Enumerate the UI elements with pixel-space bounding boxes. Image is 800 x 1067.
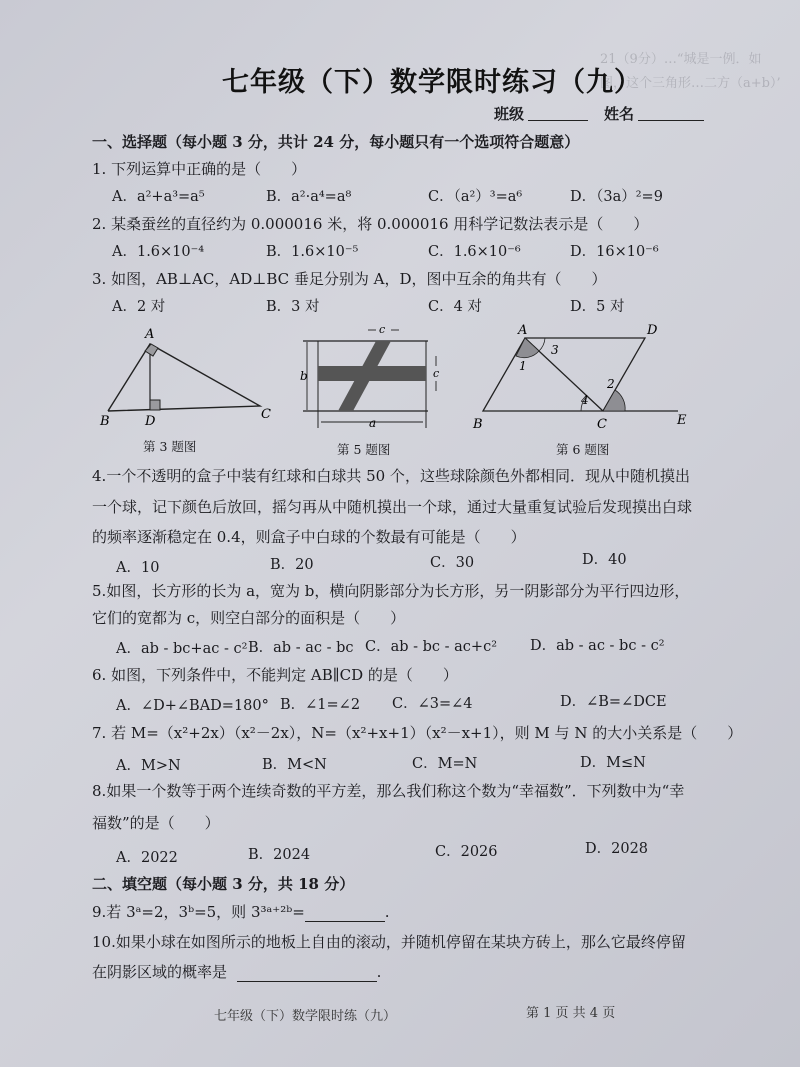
bleed-through-text: 21（9分）…“城是一例．如 [600, 52, 762, 67]
q2-option-c[interactable]: C．1.6×10⁻⁶ [428, 244, 521, 260]
svg-text:3: 3 [551, 343, 559, 357]
question-8-line-1: 8.如果一个数等于两个连续奇数的平方差，那么我们称这个数为“幸福数”．下列数中为“幸 [92, 782, 685, 800]
section-2-heading: 二、填空题（每小题 3 分，共 18 分） [92, 875, 355, 893]
name-label: 姓名 [604, 105, 635, 123]
question-7: 7. 若 M=（x²+2x）（x²－2x），N=（x²+x+1）（x²－x+1），则 M 与 N 的大小关系是（ ） [92, 724, 743, 742]
q8-option-d[interactable]: D．2028 [585, 841, 649, 857]
name-field[interactable] [638, 104, 704, 121]
q6-option-c[interactable]: C．∠3=∠4 [392, 696, 473, 712]
figure-5-caption: 第 5 题图 [337, 442, 391, 457]
q3-option-c[interactable]: C．4 对 [428, 299, 482, 315]
bleed-through-text: 图，这个三角形…二方（a+b）’ [600, 76, 781, 91]
q8-option-a[interactable]: A．2022 [116, 850, 178, 866]
question-8-line-2: 福数”的是（ ） [92, 814, 220, 832]
question-4-line-2: 一个球，记下颜色后放回，摇匀再从中随机摸出一个球，通过大量重复试验后发现摸出白球 [92, 498, 693, 516]
question-2: 2. 某桑蚕丝的直径约为 0.000016 米，将 0.000016 用科学记数法表示是（ ） [92, 215, 649, 233]
question-10-line-2: 在阴影区域的概率是 . [92, 963, 382, 981]
q8-option-b[interactable]: B．2024 [248, 847, 311, 863]
q6-option-b[interactable]: B．∠1=∠2 [280, 697, 361, 713]
q10-answer-blank[interactable] [237, 967, 377, 982]
figure-5-rectangle-shading [293, 318, 453, 433]
svg-text:B: B [100, 414, 110, 429]
question-5-line-2: 它们的宽都为 c，则空白部分的面积是（ ） [92, 609, 406, 627]
question-10-line-1: 10.如果小球在如图所示的地板上自由的滚动，并随机停留在某块方砖上，那么它最终停留 [92, 933, 686, 951]
q1-option-d[interactable]: D．（3a）²=9 [570, 189, 663, 205]
svg-text:b: b [300, 369, 308, 383]
question-1: 1. 下列运算中正确的是（ ） [92, 160, 307, 178]
class-field[interactable] [528, 104, 588, 121]
question-4-line-1: 4.一个不透明的盒子中装有红球和白球共 50 个，这些球除颜色外都相同．现从中随机摸出 [92, 467, 690, 485]
q6-option-a[interactable]: A．∠D+∠BAD=180° [116, 698, 269, 714]
svg-text:c: c [379, 323, 386, 336]
svg-text:D: D [145, 414, 156, 429]
q2-option-b[interactable]: B．1.6×10⁻⁵ [266, 244, 359, 260]
q4-option-c[interactable]: C．30 [430, 555, 475, 571]
figure-6-caption: 第 6 题图 [556, 442, 610, 457]
q1-option-b[interactable]: B．a²·a⁴=a⁸ [266, 189, 352, 205]
svg-text:c: c [433, 367, 440, 380]
svg-text:2: 2 [607, 377, 615, 391]
svg-text:B: B [473, 417, 483, 432]
q2-option-d[interactable]: D．16×10⁻⁶ [570, 244, 659, 260]
svg-text:D: D [647, 323, 658, 338]
q3-option-d[interactable]: D．5 对 [570, 299, 625, 315]
q7-option-b[interactable]: B．M<N [262, 757, 327, 773]
question-3: 3. 如图，AB⊥AC，AD⊥BC 垂足分别为 A，D，图中互余的角共有（ ） [92, 270, 607, 288]
q7-option-c[interactable]: C．M=N [412, 756, 478, 772]
q4-option-a[interactable]: A．10 [116, 560, 160, 576]
q7-option-d[interactable]: D．M≤N [580, 755, 646, 771]
q4-option-d[interactable]: D．40 [582, 552, 627, 568]
question-4-line-3: 的频率逐渐稳定在 0.4，则盒子中白球的个数最有可能是（ ） [92, 528, 526, 546]
figure-6-parallelogram [463, 318, 713, 433]
q1-option-c[interactable]: C．（a²）³=a⁶ [428, 189, 523, 205]
q9-answer-blank[interactable] [305, 907, 385, 922]
q3-option-b[interactable]: B．3 对 [266, 299, 320, 315]
svg-text:4: 4 [581, 393, 589, 407]
q2-option-a[interactable]: A．1.6×10⁻⁴ [112, 244, 205, 260]
question-6: 6. 如图，下列条件中，不能判定 AB∥CD 的是（ ） [92, 666, 458, 684]
svg-text:A: A [145, 327, 155, 342]
q5-option-b[interactable]: B．ab - ac - bc [248, 640, 354, 656]
svg-text:a: a [369, 416, 377, 430]
q5-option-c[interactable]: C．ab - bc - ac+c² [365, 639, 498, 655]
question-5-line-1: 5.如图，长方形的长为 a，宽为 b，横向阴影部分为长方形，另一阴影部分为平行四边形， [92, 582, 690, 600]
svg-text:A: A [518, 323, 528, 338]
svg-text:1: 1 [519, 359, 527, 373]
page-number: 第 1 页 共 4 页 [526, 1006, 616, 1021]
q6-option-d[interactable]: D．∠B=∠DCE [560, 694, 667, 710]
q4-option-b[interactable]: B．20 [270, 557, 314, 573]
class-label: 班级 [494, 105, 525, 123]
q8-option-c[interactable]: C．2026 [435, 844, 498, 860]
q5-option-d[interactable]: D．ab - ac - bc - c² [530, 638, 665, 654]
figure-3-caption: 第 3 题图 [143, 439, 197, 454]
q5-option-a[interactable]: A．ab - bc+ac - c² [116, 641, 248, 657]
footer-title: 七年级（下）数学限时练（九） [214, 1009, 397, 1024]
svg-text:C: C [597, 417, 607, 432]
question-9: 9.若 3ᵃ=2，3ᵇ=5，则 3³ᵃ⁺²ᵇ= . [92, 903, 390, 921]
svg-text:C: C [261, 407, 271, 422]
q7-option-a[interactable]: A．M>N [116, 758, 181, 774]
q1-option-a[interactable]: A．a²+a³=a⁵ [112, 189, 205, 205]
section-1-heading: 一、选择题（每小题 3 分，共计 24 分，每小题只有一个选项符合题意） [92, 133, 580, 151]
page-title: 七年级（下）数学限时练习（九） [222, 67, 642, 98]
figure-3-right-triangle [95, 318, 290, 433]
svg-text:E: E [677, 413, 687, 428]
q3-option-a[interactable]: A．2 对 [112, 299, 166, 315]
